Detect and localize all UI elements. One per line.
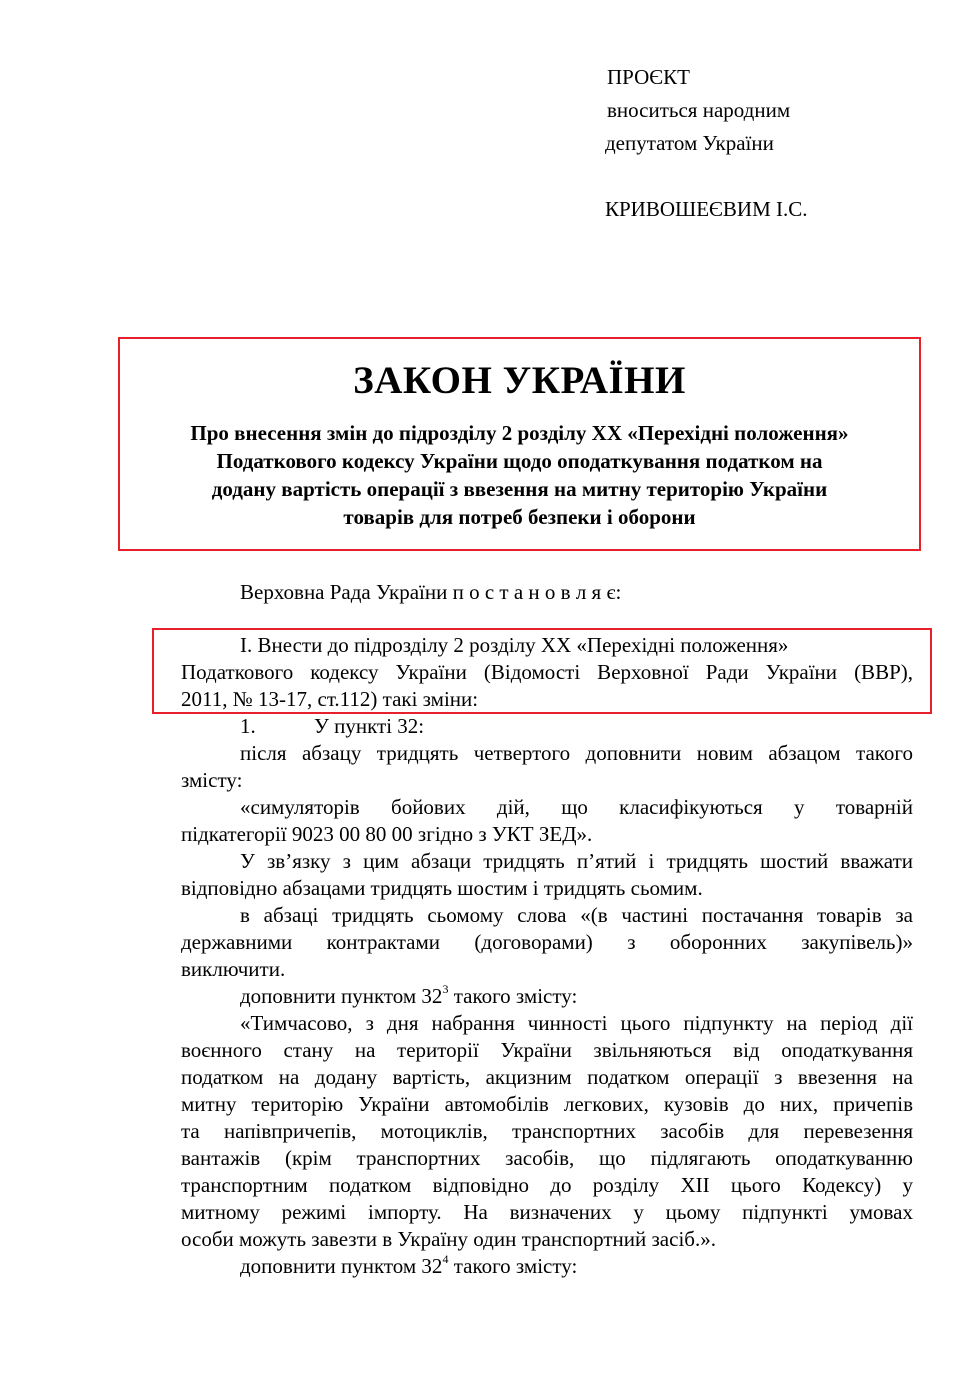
paragraph-line: вантажів (крім транспортних засобів, що підлягають оподаткуванню — [181, 1146, 913, 1170]
paragraph-line: в абзаці тридцять сьомому слова «(в частині постачання товарів за — [240, 903, 913, 927]
section-1-line: Податкового кодексу України (Відомості Верховної Ради України (ВВР), — [181, 660, 913, 684]
paragraph-line: митному режимі імпорту. На визначених у цьому підпункті умовах — [181, 1200, 913, 1224]
law-subtitle-line: Про внесення змін до підрозділу 2 розділу XX «Перехідні положення» — [190, 421, 849, 445]
add-point-32-3 — [181, 983, 913, 1010]
document-body — [181, 632, 913, 1280]
add-point-text: такого змісту: — [448, 984, 578, 1008]
resolution-block — [181, 579, 913, 606]
paragraph-line: та напівпричепів, мотоциклів, транспортних засобів для перевезення — [181, 1119, 913, 1143]
superscript-3: 3 — [442, 982, 449, 996]
paragraph-line: відповідно абзацами тридцять шостим і тридцять сьомим. — [181, 876, 703, 900]
law-title-box — [118, 337, 921, 551]
law-subtitle — [150, 419, 889, 531]
paragraph-line: У зв’язку з цим абзаци тридцять п’ятий і тридцять шостий вважати — [240, 849, 913, 873]
law-title: ЗАКОН УКРАЇНИ — [353, 359, 686, 402]
add-point-text: такого змісту: — [448, 1254, 578, 1278]
paragraph-line: після абзацу тридцять четвертого доповнити новим абзацом такого — [240, 741, 913, 765]
law-subtitle-line: Податкового кодексу України щодо оподаткування податком на — [216, 449, 823, 473]
paragraph-line: «симуляторів бойових дій, що класифікуються у товарній — [240, 795, 913, 819]
paragraph-line: особи можуть завезти в Україну один транспортний засіб.». — [181, 1227, 716, 1251]
paragraph-line: державними контрактами (договорами) з оборонних закупівель)» — [181, 930, 913, 954]
add-point-text: доповнити пунктом 32 — [240, 1254, 443, 1278]
paragraph-line: митну територію України автомобілів легкових, кузовів до них, причепів — [181, 1092, 913, 1116]
resolution-text: Верховна Рада України п о с т а н о в л я є: — [240, 580, 622, 604]
paragraph-line: воєнного стану на території України звільняються від оподаткування — [181, 1038, 913, 1062]
paragraph-line: транспортним податком відповідно до розділу ХІІ цього Кодексу) у — [181, 1173, 913, 1197]
submitted-by-line-2: депутатом України — [605, 131, 774, 155]
paragraph-line: «Тимчасово, з дня набрання чинності цього підпункту на період дії — [240, 1011, 913, 1035]
add-point-text: доповнити пунктом 32 — [240, 984, 443, 1008]
paragraph-line: змісту: — [181, 768, 243, 792]
section-1-line: І. Внести до підрозділу 2 розділу XX «Перехідні положення» — [240, 633, 789, 657]
law-subtitle-line: додану вартість операції з ввезення на митну територію України — [211, 477, 828, 501]
item-1 — [181, 713, 913, 740]
project-label: ПРОЄКТ — [607, 65, 690, 89]
paragraph-line: підкатегорії 9023 00 80 00 згідно з УКТ ЗЕД». — [181, 822, 593, 846]
law-subtitle-line: товарів для потреб безпеки і оборони — [343, 505, 696, 529]
item-1-number: 1. — [240, 714, 256, 738]
author-name: КРИВОШЕЄВИМ І.С. — [605, 197, 808, 221]
paragraph-line: виключити. — [181, 957, 286, 981]
section-1-line: 2011, № 13-17, ст.112) такі зміни: — [181, 687, 479, 711]
add-point-32-4 — [181, 1253, 913, 1280]
item-1-text: У пункті 32: — [314, 714, 425, 738]
superscript-4: 4 — [442, 1252, 449, 1266]
paragraph-line: податком на додану вартість, акцизним податком операції з ввезення на — [181, 1065, 913, 1089]
submitted-by-line-1: вноситься народним — [607, 98, 791, 122]
